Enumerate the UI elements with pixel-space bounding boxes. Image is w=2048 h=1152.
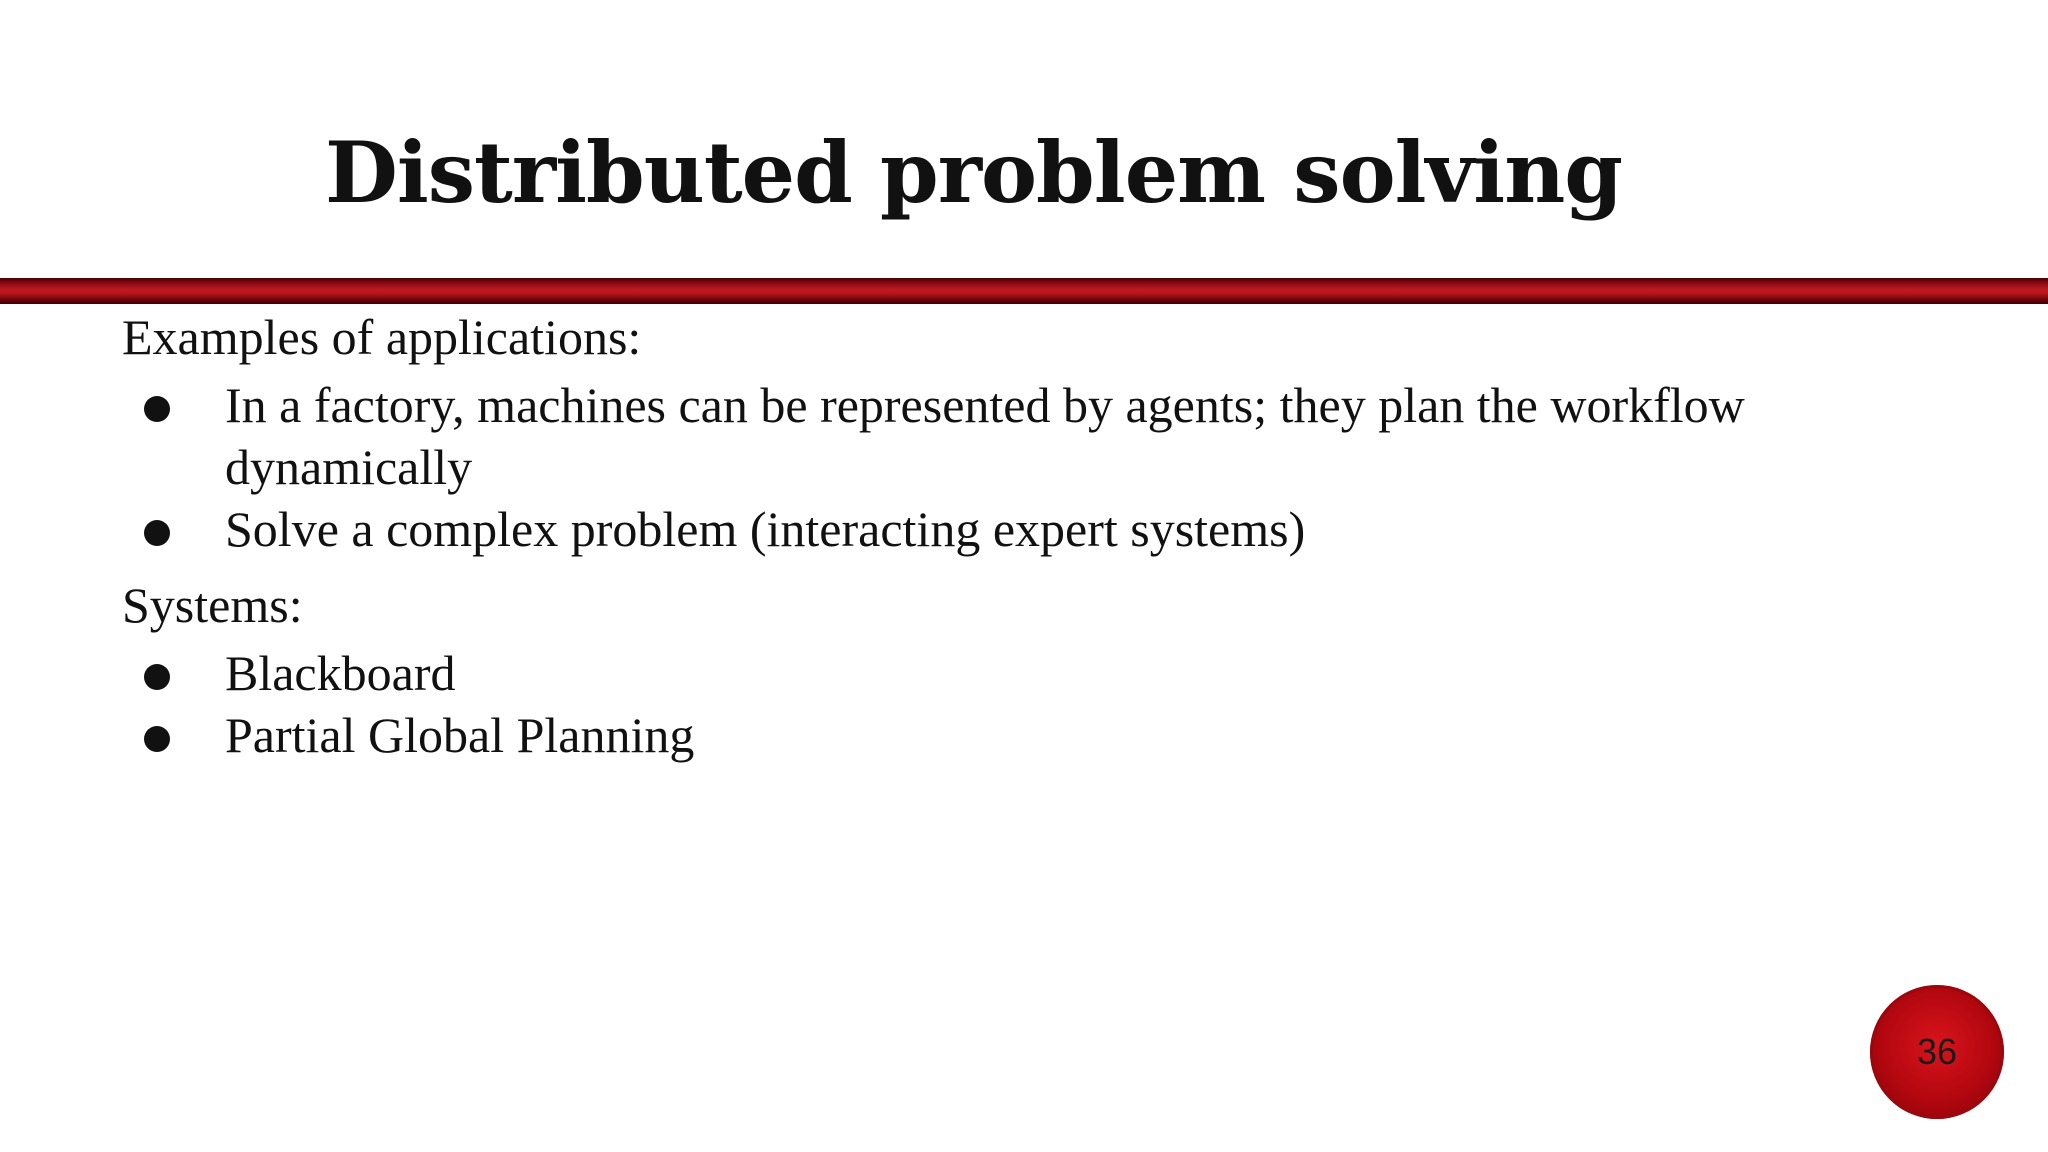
- bullet-list-applications: [122, 374, 1972, 560]
- bullet-icon: [144, 396, 170, 422]
- slide-content: [122, 306, 1972, 780]
- title-divider: [0, 278, 2048, 304]
- bullet-text: Blackboard: [225, 645, 456, 701]
- bullet-item: [122, 642, 1972, 704]
- bullet-icon: [144, 664, 170, 690]
- bullet-item: [122, 704, 1972, 766]
- bullet-icon: [144, 726, 170, 752]
- bullet-text: In a factory, machines can be represented by agents; they plan the workflow dynamically: [225, 377, 1745, 495]
- section-heading-applications: Examples of applications:: [122, 309, 642, 365]
- page-number: 36: [1916, 1031, 1958, 1072]
- bullet-item: [122, 374, 1972, 498]
- bullet-item: [122, 498, 1972, 560]
- page-number-badge: [1870, 985, 2004, 1119]
- bullet-text: Solve a complex problem (interacting expert systems): [225, 501, 1306, 557]
- slide-title: Distributed problem solving: [325, 123, 1623, 222]
- section-heading-systems: Systems:: [122, 577, 303, 633]
- bullet-icon: [144, 520, 170, 546]
- bullet-list-systems: [122, 642, 1972, 766]
- bullet-text: Partial Global Planning: [225, 707, 695, 763]
